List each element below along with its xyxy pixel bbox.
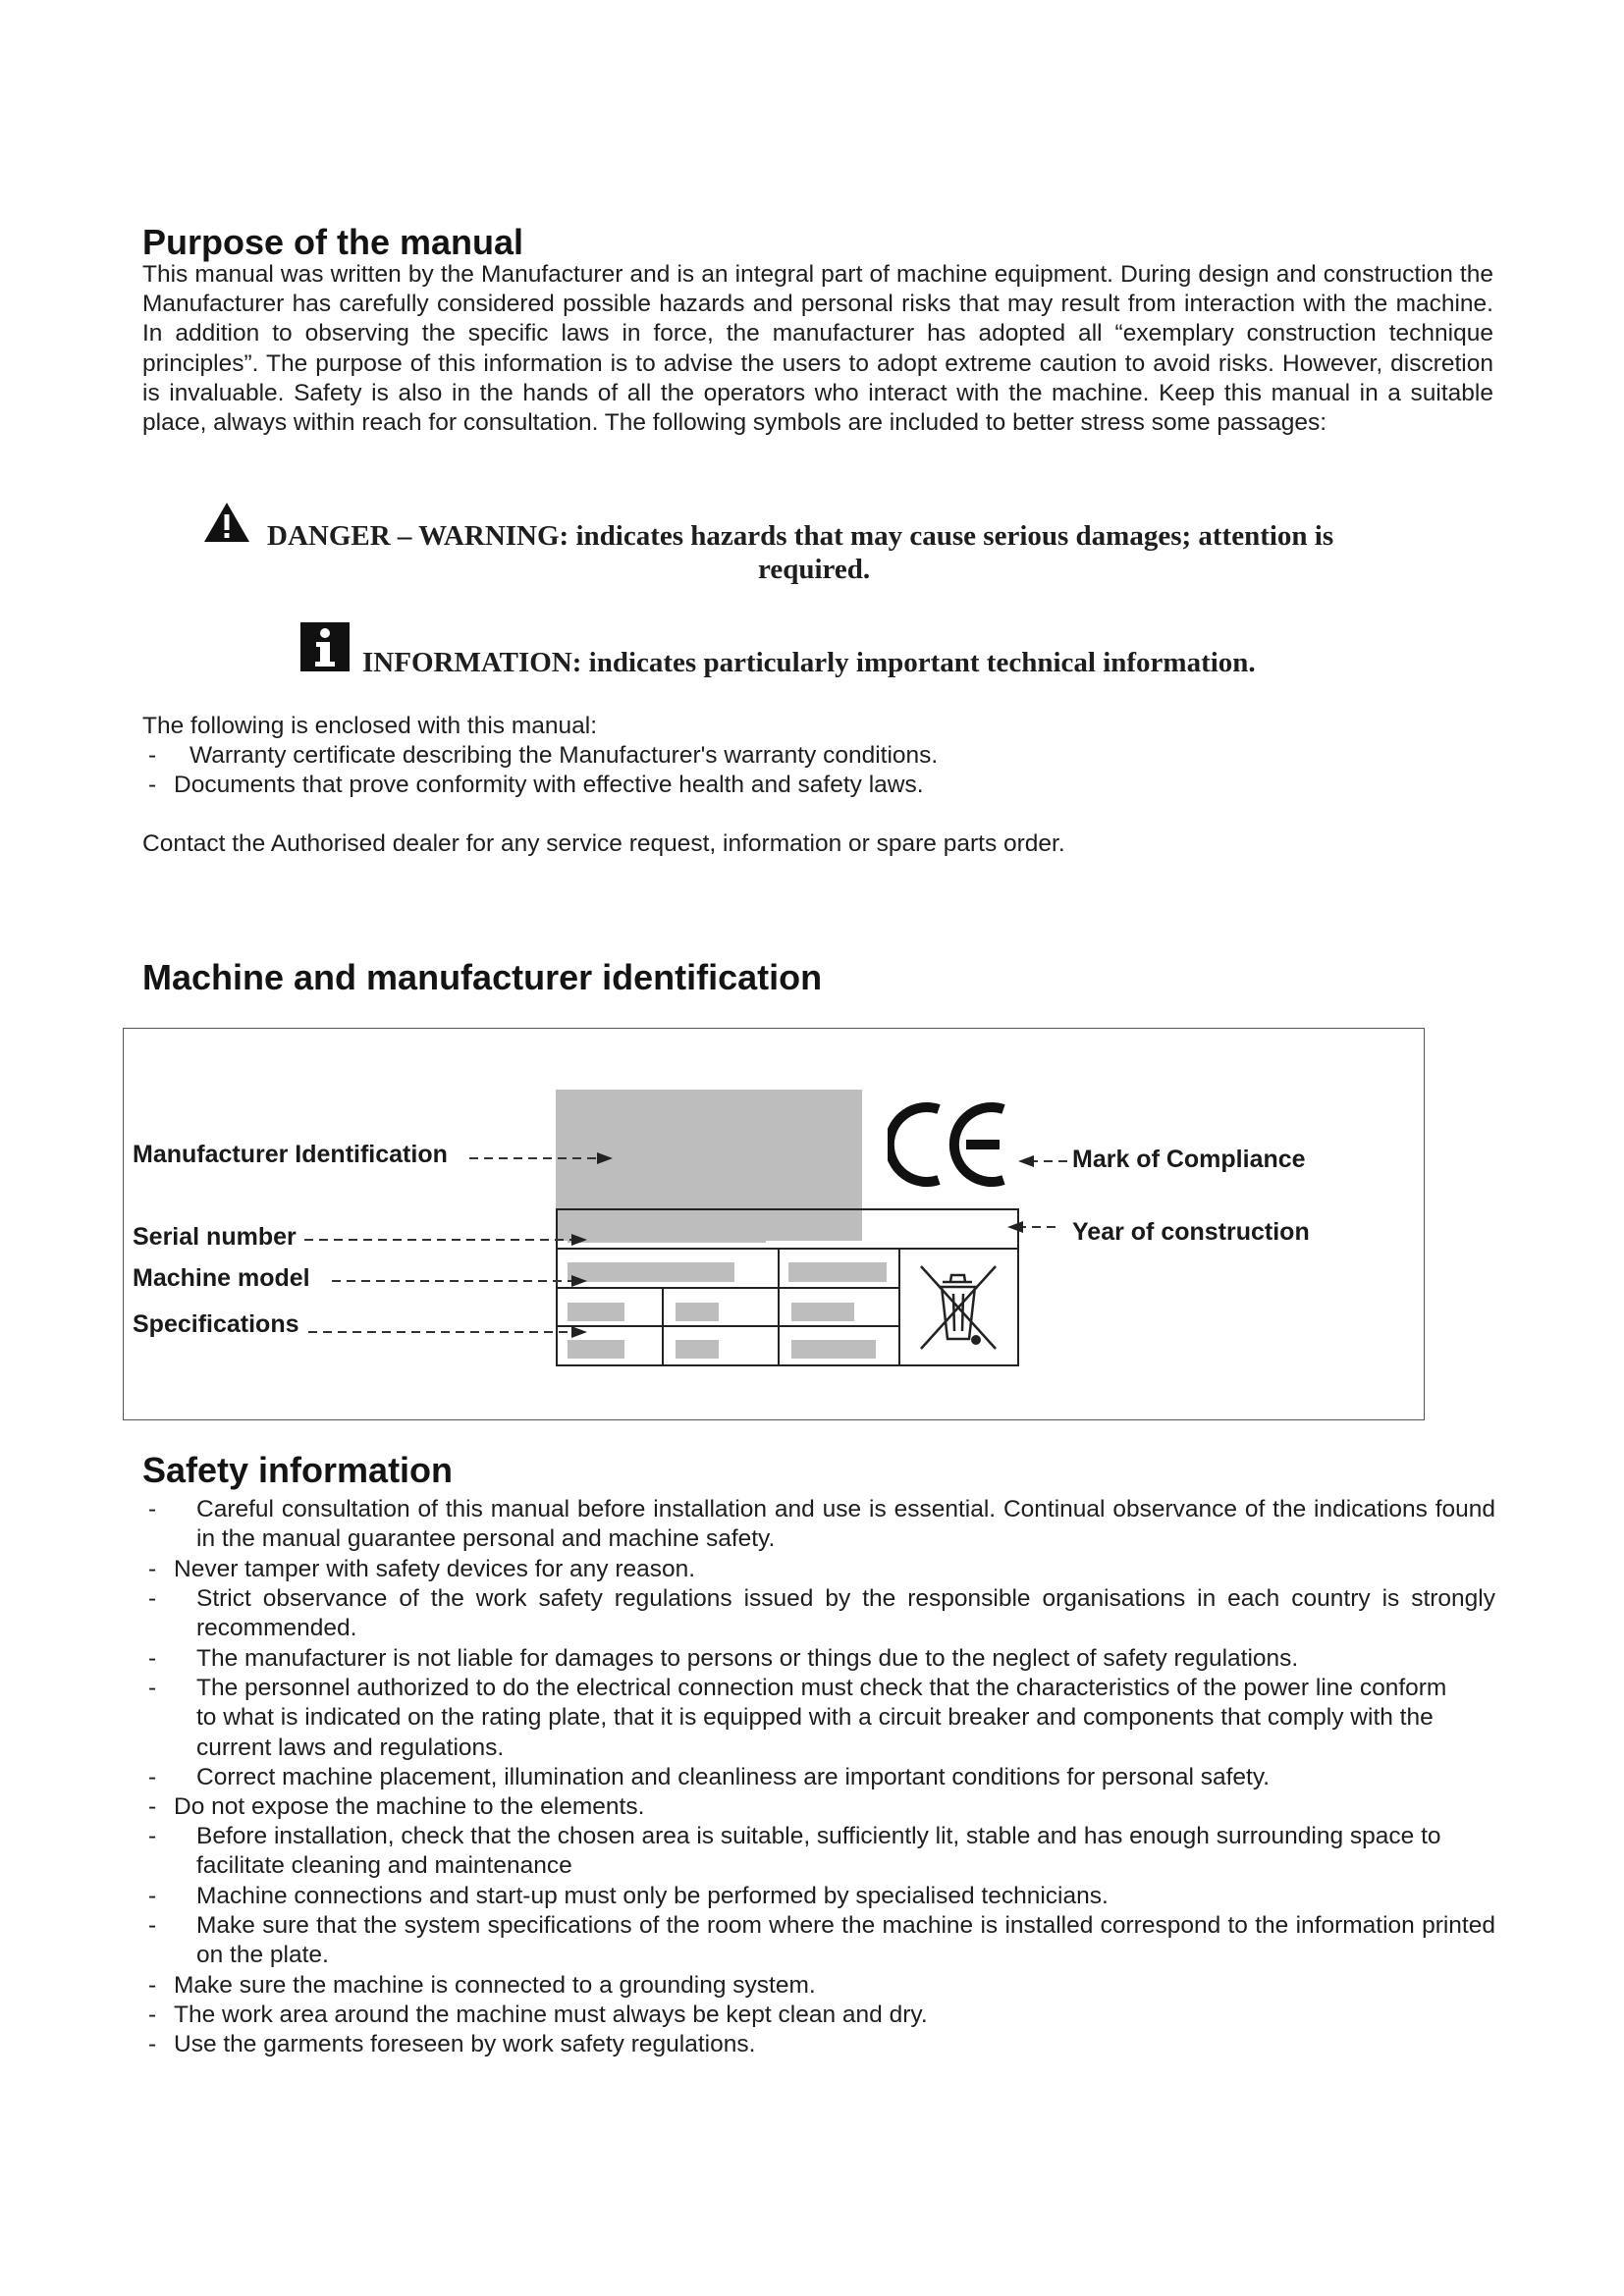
bullet-dash: -: [148, 1585, 157, 1612]
bullet-dash: -: [148, 742, 157, 769]
label-manufacturer-identification: Manufacturer Identification: [133, 1141, 448, 1168]
label-machine-model: Machine model: [133, 1264, 310, 1292]
bullet-dash: -: [148, 1912, 157, 1939]
label-specifications: Specifications: [133, 1310, 299, 1338]
bullet-dash: -: [148, 1556, 157, 1582]
bullet-dash: -: [148, 1823, 157, 1849]
danger-notice-line2: required.: [758, 554, 871, 585]
section-title-purpose: Purpose of the manual: [142, 222, 524, 262]
section-title-safety: Safety information: [142, 1450, 454, 1490]
info-notice: INFORMATION: indicates particularly important technical information.: [362, 647, 1256, 678]
enclosed-intro: The following is enclosed with this manual:: [142, 713, 598, 739]
contact-text: Contact the Authorised dealer for any service request, information or spare parts order.: [142, 830, 1065, 857]
section-title-identification: Machine and manufacturer identification: [142, 957, 823, 997]
bullet-dash: -: [148, 1496, 157, 1522]
bullet-dash: -: [148, 2002, 157, 2028]
bullet-dash: -: [148, 1764, 157, 1790]
bullet-dash: -: [148, 1793, 157, 1820]
label-year-of-construction: Year of construction: [1072, 1218, 1310, 1246]
danger-notice-line1: DANGER – WARNING: indicates hazards that may cause serious damages; attention is: [267, 520, 1334, 552]
label-mark-of-compliance: Mark of Compliance: [1072, 1146, 1306, 1173]
bullet-dash: -: [148, 1883, 157, 1909]
bullet-dash: -: [148, 1645, 157, 1672]
bullet-dash: -: [148, 1972, 157, 1999]
bullet-dash: -: [148, 2031, 157, 2057]
bullet-dash: -: [148, 1675, 157, 1701]
purpose-paragraph: This manual was written by the Manufacturer and is an integral part of machine equipment. During design and construction the Manufacturer has carefully considered possible hazards and personal risks that may result from interaction with the machine. In addition to observing the specific laws in force, the manufacturer has adopted all “exemplary construction technique principles”. The purpose of this information is to advise the users to adopt extreme caution to avoid risks. However, discretion is invaluable. Safety is also in the hands of all the operators who interact with the machine. Keep this manual in a suitable place, always within reach for consultation. The following symbols are included to better stress some passages:: [142, 261, 1493, 437]
label-serial-number: Serial number: [133, 1223, 297, 1251]
bullet-dash: -: [148, 772, 157, 798]
